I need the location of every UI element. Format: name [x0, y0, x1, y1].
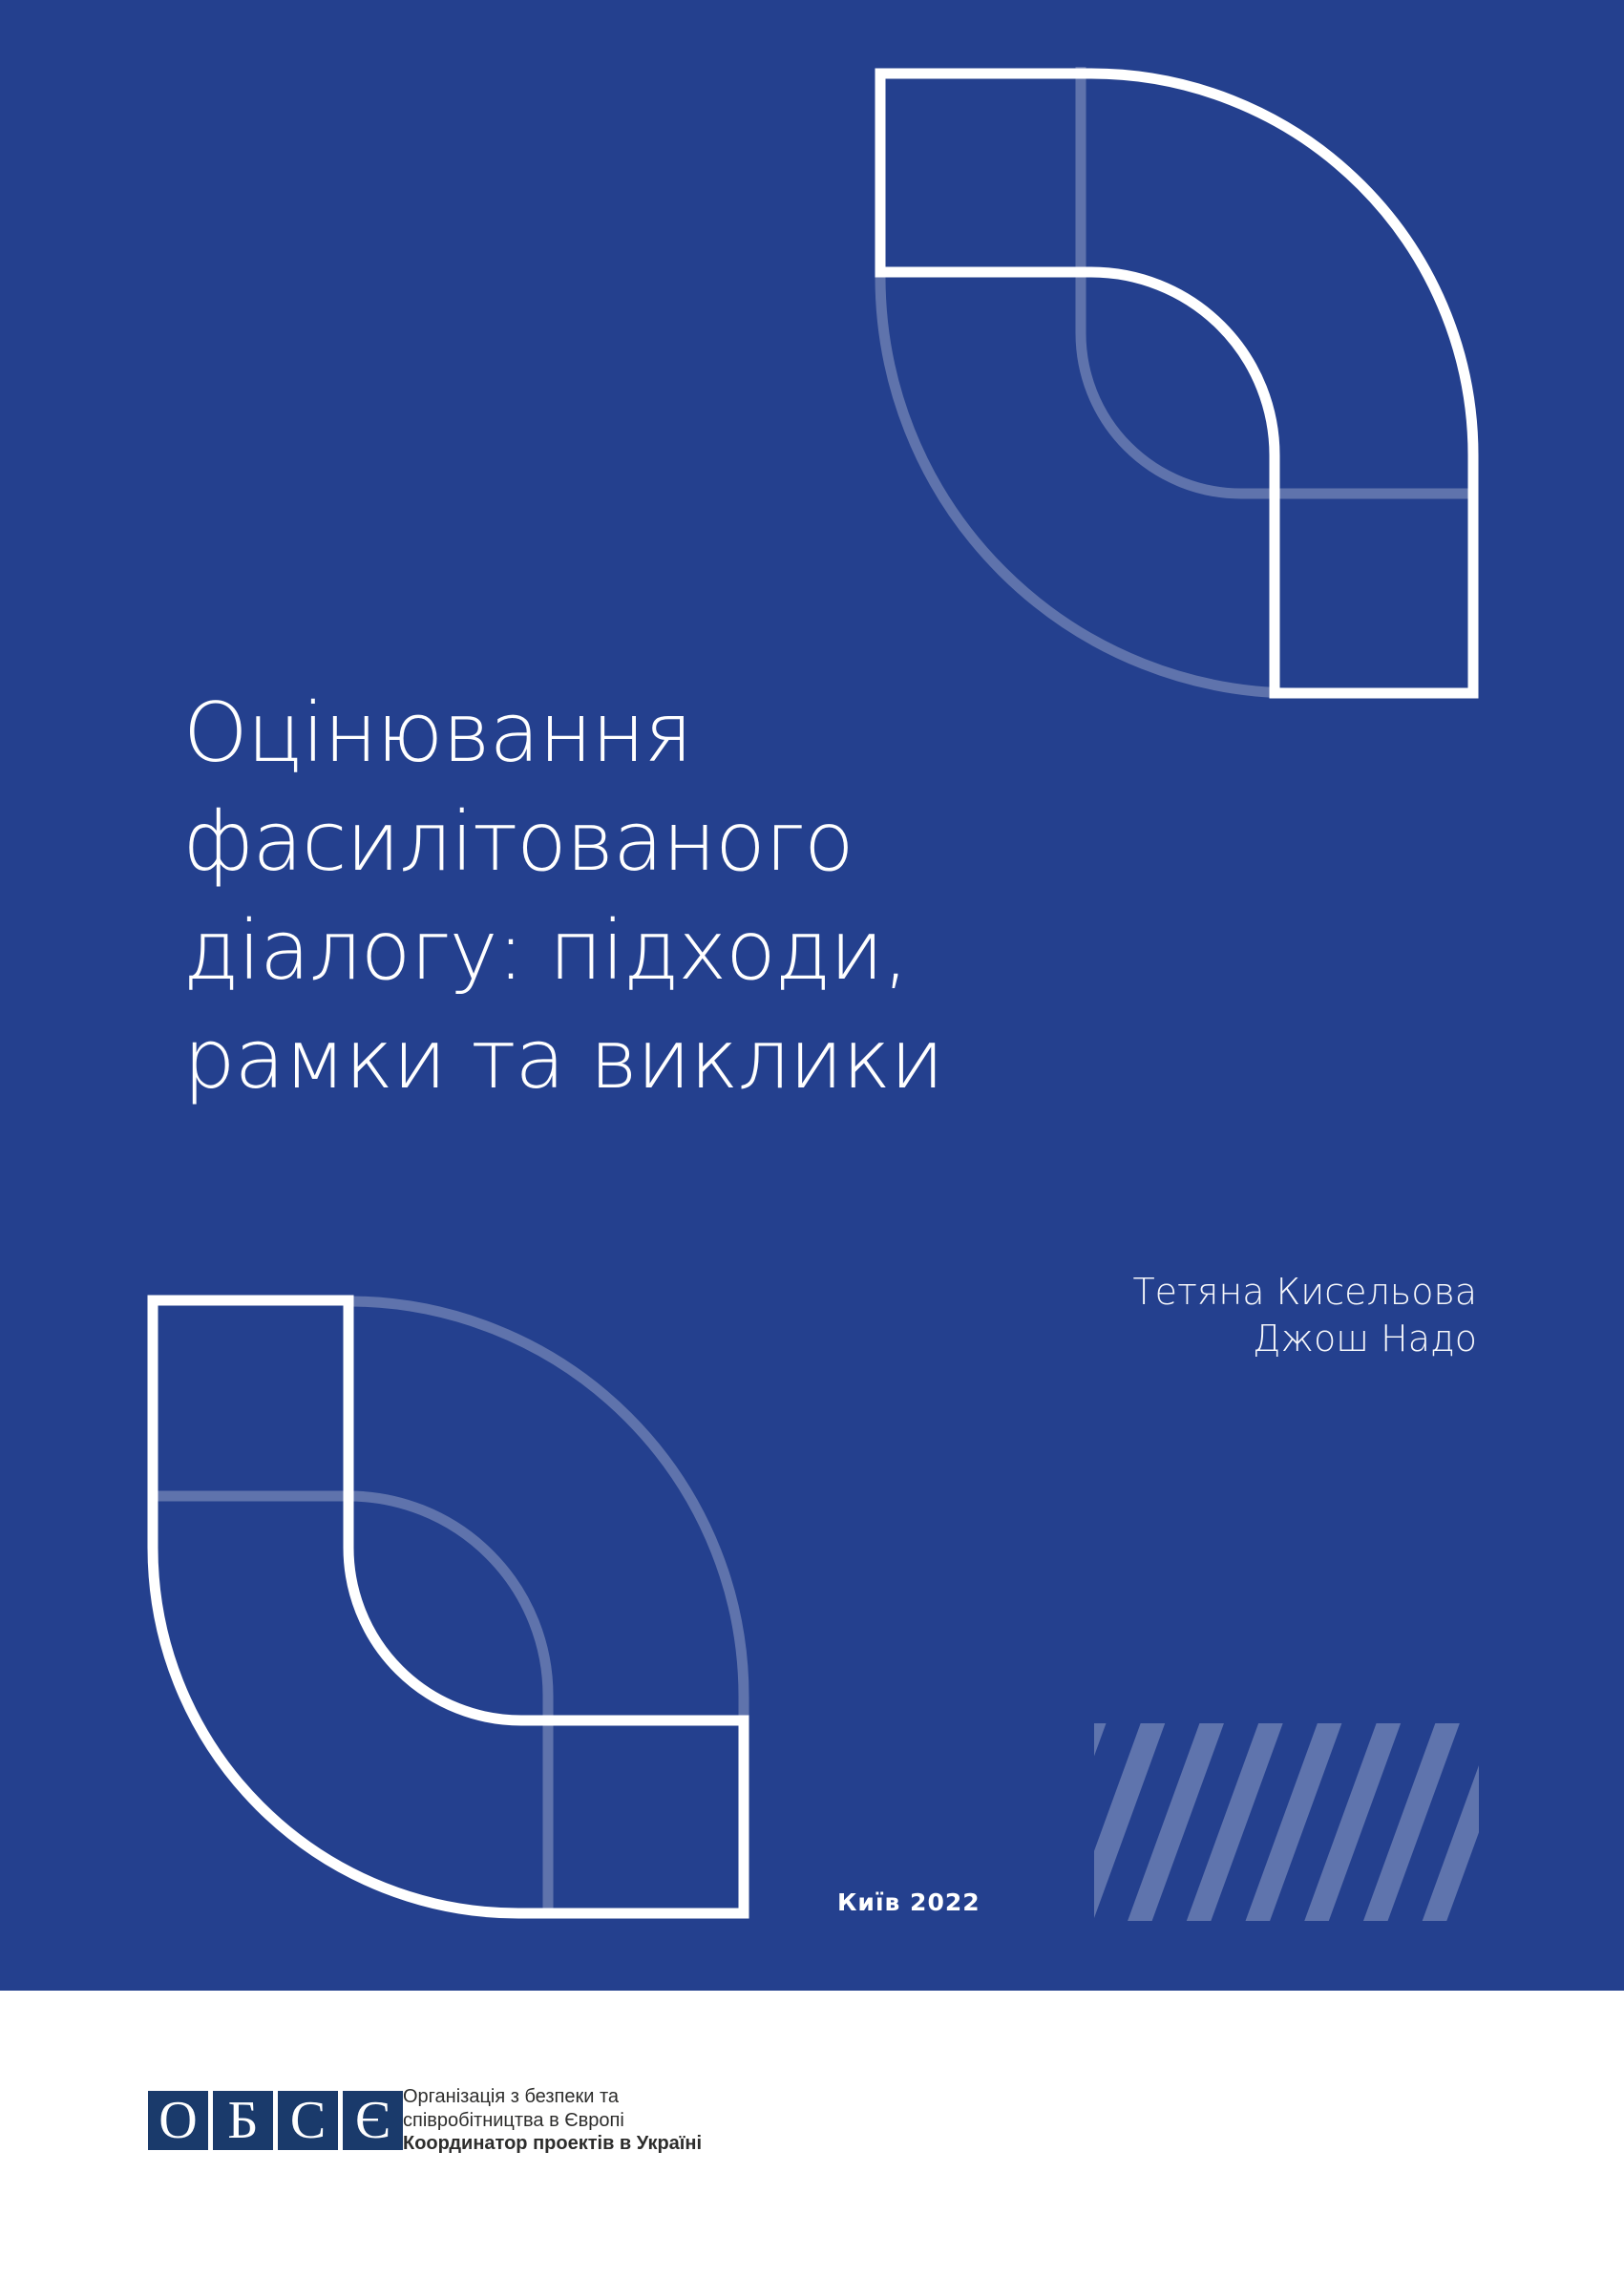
osce-letter-tile: Б	[213, 2091, 273, 2150]
title-line: рамки та виклики	[183, 1012, 943, 1107]
cover-title	[183, 679, 943, 1114]
arc-motif-top-right-icon	[880, 74, 1473, 693]
authors	[1132, 1269, 1477, 1362]
arc-motif-top-right-faint	[880, 67, 1468, 693]
osce-logo-tiles	[148, 2091, 403, 2150]
osce-letter-tile: О	[148, 2091, 208, 2150]
author-name: Тетяна Кисельова	[1132, 1271, 1477, 1313]
title-line: діалогу: підходи,	[183, 903, 908, 999]
osce-logo-text	[403, 2085, 702, 2156]
osce-letter-tile: С	[278, 2091, 338, 2150]
title-line: Оцінювання	[183, 686, 692, 781]
title-line: фасилітованого	[183, 794, 854, 890]
city-year: Київ 2022	[837, 1888, 981, 1916]
arc-motif-bottom-left-icon	[153, 1300, 744, 1913]
author-name: Джош Надо	[1252, 1318, 1477, 1360]
osce-coordinator-line: Координатор проектів в Україні	[403, 2133, 703, 2154]
arc-motif-bottom-left-faint	[153, 1301, 744, 1913]
osce-org-line: Організація з безпеки та	[403, 2086, 620, 2107]
diagonal-hatch-icon	[1094, 1723, 1479, 1921]
osce-letter-tile: Є	[343, 2091, 403, 2150]
footer-strip	[0, 1991, 1624, 2278]
osce-org-line: співробітництва в Європі	[403, 2109, 624, 2131]
